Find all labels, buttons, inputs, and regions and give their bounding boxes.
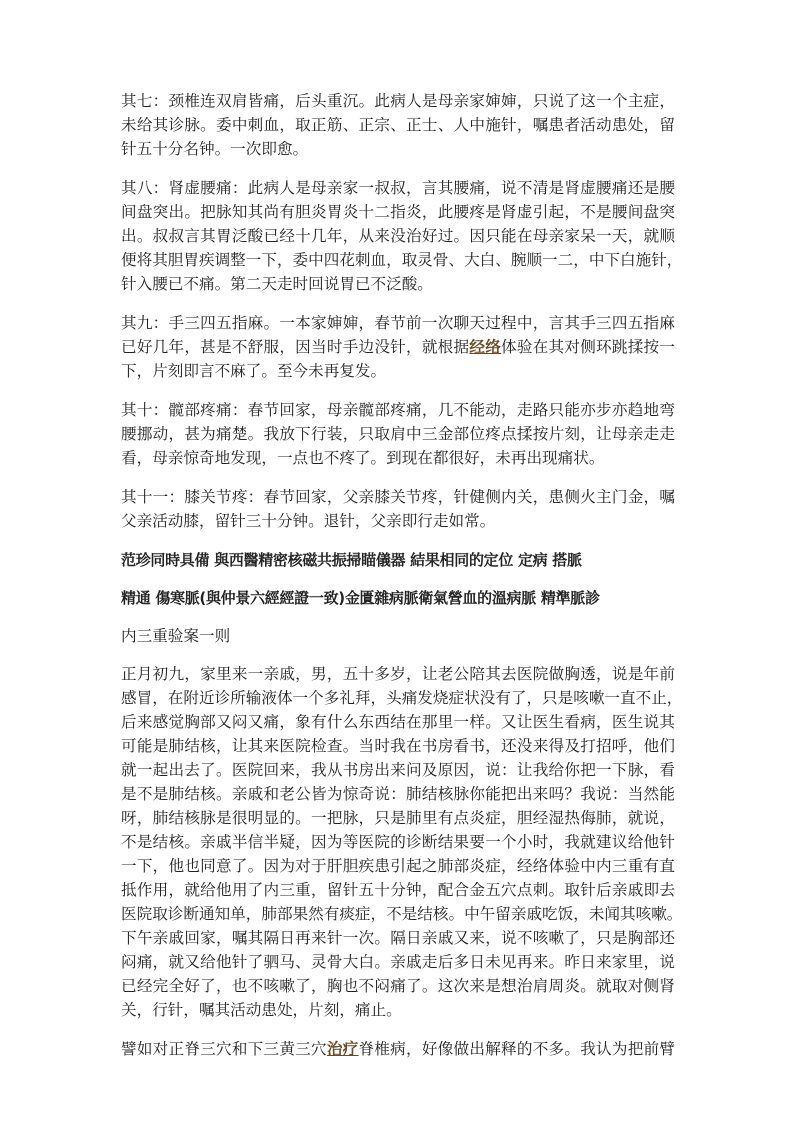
paragraph: [121, 176, 683, 296]
text-line: 呀，肺结核脉是很明显的。一把脉，只是肺里有点炎症，胆经湿热侮肺，就说，: [121, 809, 675, 827]
case-list: [121, 89, 683, 533]
text-line: [121, 335, 675, 359]
text-line: 腰挪动，甚为痛楚。我放下行装，只取肩中三金部位疼点揉按片刻，让母亲走走: [121, 425, 675, 443]
text-segment: 体验在其对侧环跳揉按一: [501, 338, 675, 356]
case-story: [121, 662, 683, 1061]
text-line: 针入腰已不痛。第二天走时回说胃已不泛酸。: [121, 275, 433, 293]
text-line: 其八：肾虚腰痛：此病人是母亲家一叔叔，言其腰痛，说不清是肾虚腰痛还是腰: [121, 179, 675, 197]
text-line: 看，母亲惊奇地发现，一点也不疼了。到现在都很好，未再出现痛状。: [121, 449, 605, 467]
keyword-link[interactable]: 治疗: [326, 1039, 359, 1058]
text-line: 关，行针，嘱其活动患处，片刻，痛止。: [121, 1001, 402, 1019]
text-segment: 譬如对正脊三穴和下三黄三穴: [121, 1040, 327, 1058]
text-line: 未给其诊脉。委中刺血，取正筋、正宗、正士、人中施针，嘱患者活动患处，留: [121, 116, 675, 134]
text-line: 其十：髋部疼痛：春节回家，母亲髋部疼痛，几不能动，走路只能亦步亦趋地弯: [121, 401, 675, 419]
text-segment: 已好几年，甚是不舒服，因当时手边没针，就根据: [121, 338, 470, 356]
text-line: 间盘突出。把脉知其尚有胆炎胃炎十二指炎，此腰疼是肾虚引起，不是腰间盘突: [121, 203, 675, 221]
text-line: 不是结核。亲戚半信半疑，因为等医院的诊断结果要一个小时，我就建议给他针: [121, 833, 675, 851]
text-line: 正月初九，家里来一亲戚，男，五十多岁，让老公陪其去医院做胸透，说是年前: [121, 665, 675, 683]
text-line: 已经完全好了，也不咳嗽了，胸也不闷痛了。这次来是想治肩周炎。就取对侧肾: [121, 977, 675, 995]
text-line: [121, 1037, 675, 1061]
paragraph: [121, 89, 675, 161]
paragraph: [121, 485, 675, 533]
section-title: 内三重验案一则: [121, 627, 231, 645]
paragraph: [121, 1037, 675, 1061]
paragraph: [121, 662, 683, 1022]
text-line: 是不是肺结核。亲戚和老公皆为惊奇说：肺结核脉你能把出来吗？我说：当然能: [121, 785, 675, 803]
text-line: 可能是肺结核，让其来医院检查。当时我在书房看书，还没来得及打招呼，他们: [121, 737, 675, 755]
keyword-link[interactable]: 经络: [469, 337, 502, 356]
text-line: 感冒，在附近诊所输液体一个多礼拜，头痛发烧症状没有了，只是咳嗽一直不止，: [121, 689, 683, 707]
text-line: 一下，他也同意了。因为对于肝胆疾患引起之肺部炎症，经络体验中内三重有直: [121, 857, 675, 875]
paragraph: [121, 398, 675, 470]
text-segment: 脊椎病，好像做出解释的不多。我认为把前臂: [358, 1040, 675, 1058]
text-line: 其七：颈椎连双肩皆痛，后头重沉。此病人是母亲家婶婶，只说了这一个主症，: [121, 92, 675, 110]
text-line: 抵作用，就给他用了内三重，留针五十分钟，配合金五穴点刺。取针后亲戚即去: [121, 881, 675, 899]
text-line: 后来感觉胸部又闷又痛，象有什么东西结在那里一样。又让医生看病，医生说其: [121, 713, 675, 731]
text-line: 其十一：膝关节疼：春节回家，父亲膝关节疼，针健侧内关，患侧火主门金，嘱: [121, 488, 675, 506]
text-line: 医院取诊断通知单，肺部果然有痰症，不是结核。中午留亲戚吃饭，未闻其咳嗽。: [121, 905, 683, 923]
bold-heading-1: 范珍同時具備 與西醫精密核磁共振掃瞄儀器 結果相同的定位 定病 搭脈: [121, 551, 582, 569]
text-line: 便将其胆胃疾调整一下，委中四花刺血，取灵骨、大白、腕顺一二，中下白施针，: [121, 251, 683, 269]
bold-heading-2: 精通 傷寒脈(與仲景六經經證一致)金匱雜病脈衛氣營血的溫病脈 精準脈診: [121, 589, 600, 607]
text-line: 其九：手三四五指麻。一本家婶婶，春节前一次聊天过程中，言其手三四五指麻: [121, 314, 675, 332]
text-line: 出。叔叔言其胃泛酸已经十几年，从来没治好过。因只能在母亲家呆一天，就顺: [121, 227, 675, 245]
text-line: 父亲活动膝，留针三十分钟。退针，父亲即行走如常。: [121, 512, 496, 530]
text-line: 闷痛，就又给他针了驷马、灵骨大白。亲戚走后多日未见再来。昨日来家里，说: [121, 953, 675, 971]
text-line: 就一起出去了。医院回来，我从书房出来问及原因，说：让我给你把一下脉，看: [121, 761, 675, 779]
text-line: 针五十分名钟。一次即愈。: [121, 140, 309, 158]
document-page: [121, 89, 683, 1076]
paragraph: [121, 311, 675, 383]
text-line: 下午亲戚回家，嘱其隔日再来针一次。隔日亲戚又来，说不咳嗽了，只是胸部还: [121, 929, 675, 947]
text-line: 下，片刻即言不麻了。至今未再复发。: [121, 362, 387, 380]
